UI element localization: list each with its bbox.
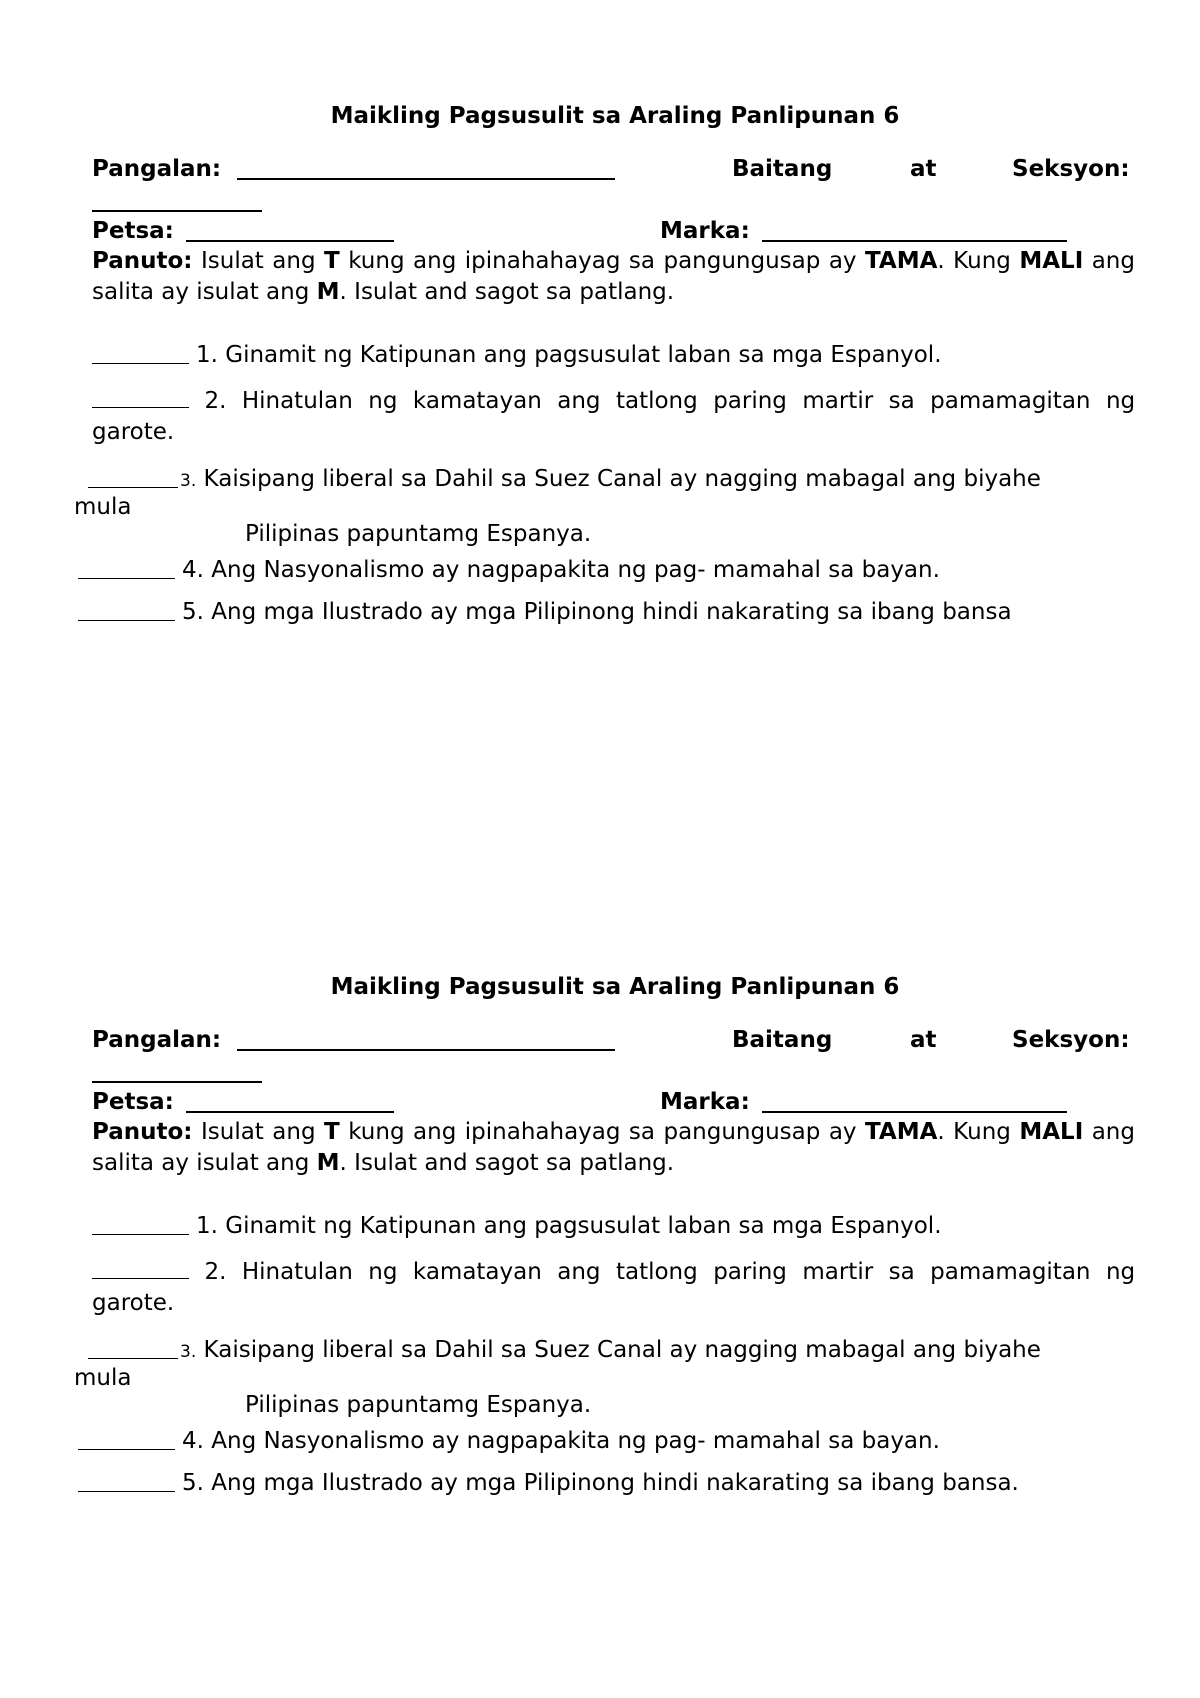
section-blank[interactable] [92,1063,262,1083]
answer-blank-2[interactable] [92,389,189,408]
q2-word: ng [368,1259,398,1285]
instructions-text: Isulat ang [192,1119,325,1145]
q2-word: kamatayan [412,1259,542,1285]
question-1: 1. Ginamit ng Katipunan ang pagsusulat laban sa mga Espanyol. [196,342,942,368]
q2-word: ng [368,388,398,414]
answer-blank-4[interactable] [78,1431,175,1450]
q2-word: martir [802,1259,874,1285]
question-3-continuation: Pilipinas papuntamg Espanya. [245,1392,592,1418]
name-blank[interactable] [237,160,615,180]
q2-word: 2. [204,388,227,414]
grade-label: Baitang [732,156,833,182]
question-4: 4. Ang Nasyonalismo ay nagpapakita ng pag- mamahal sa bayan. [182,1428,940,1454]
q2-word: ng [1105,1259,1136,1285]
q2-word: 2. [204,1259,227,1285]
question-3-continuation: mula [74,1365,132,1391]
name-label: Pangalan: [92,1027,222,1053]
answer-blank-5[interactable] [78,1473,175,1492]
score-blank[interactable] [762,1093,1067,1113]
name-blank[interactable] [237,1031,615,1051]
score-label: Marka: [660,1089,750,1115]
question-3-text: Kaisipang liberal sa Dahil sa Suez Canal ay nagging mabagal ang biyahe [196,466,1041,492]
instructions-bold-mali: MALI [1019,1119,1084,1145]
answer-blank-4[interactable] [78,560,175,579]
score-label: Marka: [660,218,750,244]
question-3-text: Kaisipang liberal sa Dahil sa Suez Canal ay nagging mabagal ang biyahe [196,1337,1041,1363]
question-3-continuation: Pilipinas papuntamg Espanya. [245,521,592,547]
date-blank[interactable] [186,1093,394,1113]
question-4: 4. Ang Nasyonalismo ay nagpapakita ng pag- mamahal sa bayan. [182,557,940,583]
score-blank[interactable] [762,222,1067,242]
answer-blank-3[interactable] [88,469,178,488]
q2-word: tatlong [615,1259,698,1285]
instructions-text: ang salita ay isulat ang [92,1119,1135,1176]
question-5: 5. Ang mga Ilustrado ay mga Pilipinong hindi nakarating sa ibang bansa [182,599,1012,625]
instructions-label: Panuto: [92,248,193,274]
name-label: Pangalan: [92,156,222,182]
instructions-bold-m: M [316,1150,340,1176]
question-3 [180,466,1041,492]
question-2-continuation: garote. [92,1290,175,1316]
section-label: Seksyon: [1012,156,1130,182]
instructions-text: ang salita ay isulat ang [92,248,1135,305]
question-3-continuation: mula [74,494,132,520]
q2-word: pamamagitan [930,1259,1091,1285]
q2-word: kamatayan [412,388,542,414]
question-1: 1. Ginamit ng Katipunan ang pagsusulat laban sa mga Espanyol. [196,1213,942,1239]
q2-word: paring [713,388,787,414]
instructions-label: Panuto: [92,1119,193,1145]
question-2 [92,1259,1135,1285]
answer-blank-3[interactable] [88,1340,178,1359]
section-blank[interactable] [92,192,262,212]
at-label: at [910,156,937,182]
q2-word: ang [557,388,601,414]
q2-word: sa [888,388,915,414]
answer-blank-1[interactable] [92,1216,189,1235]
answer-blank-5[interactable] [78,602,175,621]
instructions-text: kung ang ipinahahayag sa pangungusap ay [339,248,865,274]
date-label: Petsa: [92,218,174,244]
question-5: 5. Ang mga Ilustrado ay mga Pilipinong hindi nakarating sa ibang bansa. [182,1470,1019,1496]
instructions-text: Isulat ang [192,248,325,274]
question-3-number: 3. [180,471,197,491]
date-blank[interactable] [186,222,394,242]
question-2 [92,388,1135,414]
instructions [92,1117,1135,1179]
instructions-bold-m: M [316,279,340,305]
question-3 [180,1337,1041,1363]
grade-label: Baitang [732,1027,833,1053]
section-label: Seksyon: [1012,1027,1130,1053]
instructions-text: . Kung [937,248,1020,274]
instructions-text: . Kung [937,1119,1020,1145]
q2-word: paring [713,1259,787,1285]
answer-blank-2[interactable] [92,1260,189,1279]
quiz-title: Maikling Pagsusulit sa Araling Panlipunan 6 [330,974,900,1000]
answer-blank-1[interactable] [92,345,189,364]
q2-word: tatlong [615,388,698,414]
quiz-title: Maikling Pagsusulit sa Araling Panlipunan 6 [330,103,900,129]
instructions-text: . Isulat and sagot sa patlang. [339,279,675,305]
instructions-bold-tama: TAMA [865,248,938,274]
q2-word: ng [1105,388,1136,414]
instructions-text: . Isulat and sagot sa patlang. [339,1150,675,1176]
instructions-bold-mali: MALI [1019,248,1084,274]
q2-word: pamamagitan [930,388,1091,414]
q2-word: martir [802,388,874,414]
instructions-text: kung ang ipinahahayag sa pangungusap ay [339,1119,865,1145]
q2-word: Hinatulan [241,1259,353,1285]
q2-word: Hinatulan [241,388,353,414]
instructions-bold-t: T [324,1119,340,1145]
q2-word: sa [888,1259,915,1285]
instructions [92,246,1135,308]
instructions-bold-tama: TAMA [865,1119,938,1145]
instructions-bold-t: T [324,248,340,274]
at-label: at [910,1027,937,1053]
q2-word: ang [557,1259,601,1285]
question-2-continuation: garote. [92,419,175,445]
question-3-number: 3. [180,1342,197,1362]
date-label: Petsa: [92,1089,174,1115]
